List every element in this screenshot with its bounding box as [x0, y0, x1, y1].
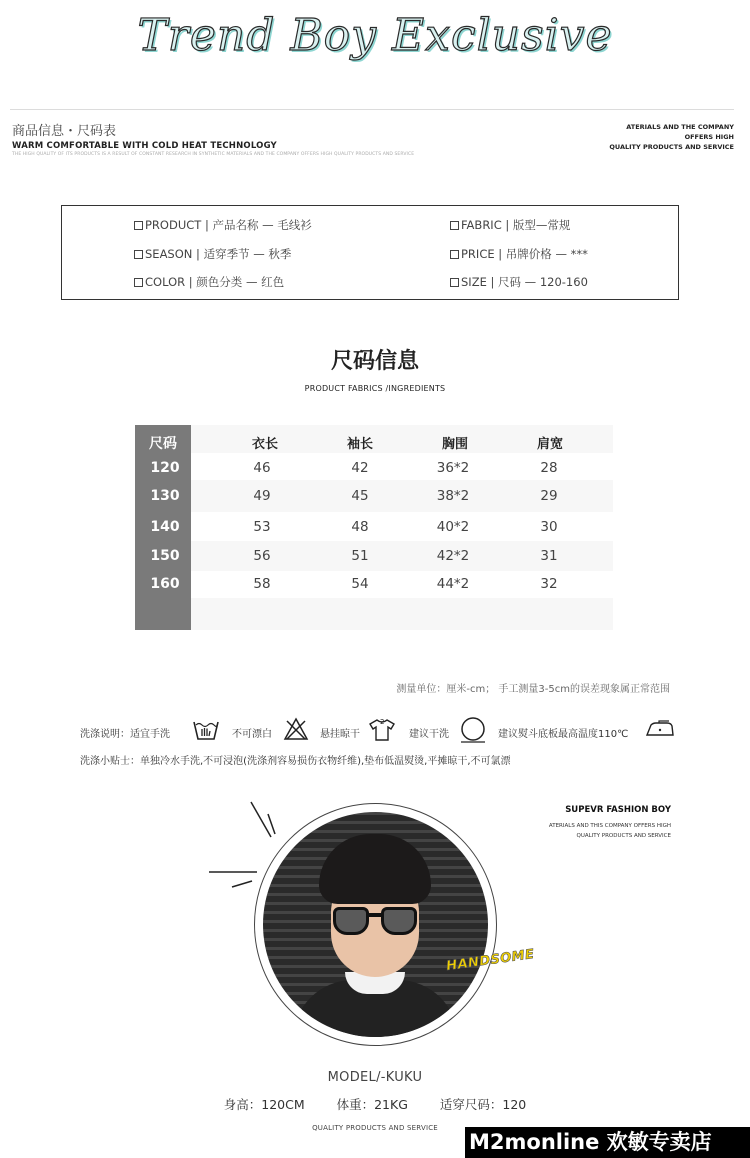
info-product [134, 217, 312, 233]
iron-icon [645, 720, 675, 738]
table-size-cell: 160 [150, 576, 180, 592]
header-right-line: OFFERS HIGH [684, 133, 734, 141]
table-cell: 44*2 [436, 576, 470, 592]
checkbox-icon [134, 250, 143, 259]
table-cell: 53 [253, 519, 271, 535]
table-cell: 46 [253, 460, 271, 476]
model-stats [0, 1095, 750, 1113]
size-subheading: PRODUCT FABRICS /INGREDIENTS [304, 384, 446, 393]
table-cell: 38*2 [436, 488, 470, 504]
top-divider [10, 109, 734, 110]
model-hair [319, 834, 431, 904]
model-height: 身高：120CM [223, 1097, 305, 1112]
table-cell: 28 [540, 460, 558, 476]
sunglasses-icon [381, 907, 417, 935]
shirt-hang-icon [368, 716, 396, 742]
table-cell: 45 [351, 488, 369, 504]
section-tiny-text: THE HIGH QUALITY OF ITS PRODUCTS IS A RESULT OF CONSTANT RESEARCH IN SYNTHETIC MATERIALS AND THE COMPANY OFFERS HIGH QUALITY PRODUCTS AND SERVICE [12, 152, 415, 157]
table-cell: 54 [351, 576, 369, 592]
sunglasses-icon [333, 907, 369, 935]
checkbox-icon [450, 250, 459, 259]
info-color-text: COLOR | 颜色分类 — 红色 [145, 275, 285, 289]
brand-tagline [549, 821, 671, 841]
model-name: MODEL/-KUKU [327, 1070, 423, 1085]
table-header-size: 尺码 [149, 436, 177, 452]
no-bleach-icon [283, 717, 309, 741]
hand-wash-icon [192, 716, 220, 742]
table-cell: 58 [253, 576, 271, 592]
table-cell: 56 [253, 548, 271, 564]
wash-tip: 洗涤小贴士：单独冷水手洗,不可浸泡(洗涤剂容易损伤衣物纤维),垫布低温熨烫,平摊晾干,不可氯漂 [80, 756, 511, 767]
banner-title: Trend Boy Exclusive [137, 10, 613, 61]
size-heading: 尺码信息 [330, 349, 419, 374]
table-cell: 40*2 [436, 519, 470, 535]
dry-clean-label: 建议干洗 [409, 729, 449, 740]
footer-tagline: QUALITY PRODUCTS AND SERVICE [312, 1124, 438, 1132]
brand-name: SUPEVR FASHION BOY [565, 805, 671, 815]
table-header: 衣长 [251, 437, 278, 452]
dry-clean-icon [459, 717, 487, 743]
section-title: 商品信息・尺码表 [12, 124, 117, 139]
header-right-line: QUALITY PRODUCTS AND SERVICE [609, 143, 734, 151]
brand-tagline-line: QUALITY PRODUCTS AND SERVICE [576, 833, 671, 839]
info-season [134, 246, 291, 262]
no-bleach-label: 不可漂白 [232, 729, 272, 740]
hang-dry-label: 悬挂晾干 [320, 729, 360, 740]
model-weight: 体重：21KG [336, 1097, 408, 1112]
table-cell: 30 [540, 519, 558, 535]
wash-label: 洗涤说明：适宜手洗 [80, 729, 170, 740]
info-color [134, 274, 284, 290]
header-right-text [609, 122, 734, 152]
info-price [450, 246, 588, 262]
model-photo [263, 812, 488, 1037]
info-product-text: PRODUCT | 产品名称 — 毛线衫 [145, 218, 312, 232]
table-cell: 36*2 [436, 460, 470, 476]
checkbox-icon [134, 221, 143, 230]
info-fabric [450, 217, 570, 233]
table-size-cell: 130 [150, 488, 180, 504]
store-badge: M2monline 欢敏专卖店 [465, 1127, 750, 1158]
checkbox-icon [450, 221, 459, 230]
table-size-cell: 150 [150, 548, 180, 564]
table-cell: 48 [351, 519, 369, 535]
iron-label: 建议熨斗底板最高温度110℃ [498, 729, 629, 740]
table-cell: 51 [351, 548, 369, 564]
checkbox-icon [450, 278, 459, 287]
table-header: 肩宽 [536, 437, 563, 452]
svg-text:2: 2 [380, 718, 385, 726]
info-price-text: PRICE | 吊牌价格 — *** [461, 247, 588, 261]
table-size-cell: 140 [150, 519, 180, 535]
section-subtitle: WARM COMFORTABLE WITH COLD HEAT TECHNOLOGY [12, 141, 277, 151]
table-cell: 29 [540, 488, 558, 504]
table-header: 胸围 [441, 437, 468, 452]
table-cell: 42 [351, 460, 369, 476]
table-size-cell: 120 [150, 460, 180, 476]
checkbox-icon [134, 278, 143, 287]
info-size-text: SIZE | 尺码 — 120-160 [461, 275, 588, 289]
info-fabric-text: FABRIC | 版型—常规 [461, 218, 571, 232]
model-size: 适穿尺码：120 [439, 1097, 527, 1112]
table-cell: 42*2 [436, 548, 470, 564]
brand-tagline-line: ATERIALS AND THIS COMPANY OFFERS HIGH [548, 823, 671, 829]
header-right-line: ATERIALS AND THE COMPANY [626, 123, 734, 131]
table-header: 袖长 [346, 437, 373, 452]
info-size [450, 274, 588, 290]
table-cell: 49 [253, 488, 271, 504]
sunglasses-bridge [367, 913, 383, 917]
info-season-text: SEASON | 适穿季节 — 秋季 [145, 247, 292, 261]
measurement-note: 测量单位：厘米-cm； 手工测量3-5cm的误差现象属正常范围 [396, 684, 670, 695]
handsome-sticker: HANDSOME [445, 946, 536, 975]
table-cell: 31 [540, 548, 558, 564]
table-cell: 32 [540, 576, 558, 592]
